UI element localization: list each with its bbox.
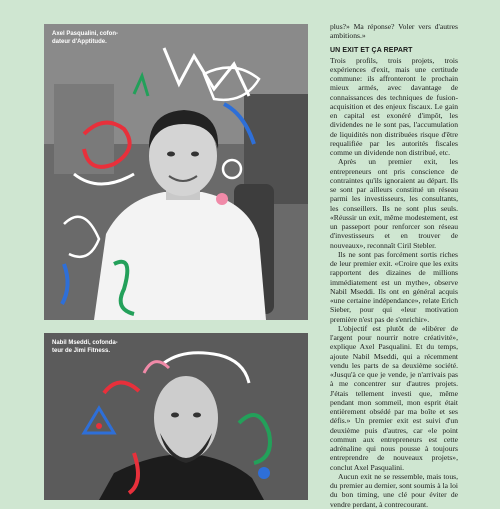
article-paragraph: Aucun exit ne se ressemble, mais tous, du premier au dernier, sont soumis à la loi du bon timing, une clé pour éviter de vendre perdant, à contrecourant.	[330, 471, 458, 509]
portrait-photo-nabil	[44, 333, 308, 500]
portrait-illustration	[44, 333, 308, 500]
article-paragraph: L'objectif est plutôt de «libérer de l'argent pour nourrir notre créativité», explique Axel Pasqualini. Et du temps, ajoute Nabil Mseddi, qui a récemment vendu les parts de sa deuxième société. «Jusqu'à ce que je vende, je n'arrivais pas à me concentrer sur d'autres projets. J'étais tellement investi que, même pendant mon sommeil, mon esprit était entièrement obsédé par ma boîte et ses défis.» Un premier exit est suivi d'un deuxième puis d'autres, car «le point commun aux entrepreneurs est cette adrénaline qui nous pousse à toujours entreprendre de nouveaux projets», conclut Axel Pasqualini.	[330, 323, 458, 472]
portrait-photo-axel	[44, 24, 308, 320]
article-paragraph: Ils ne sont pas forcément sortis riches de leur premier exit. «Croire que les exits rapportent des dizaines de millions immédiatement est un mythe», observe Nabil Mseddi. Ils ont en général acquis «une certaine indépendance», relate Erich Sieber, pour qui «leur motivation première n'est pas de s'enrichir».	[330, 249, 458, 324]
article-paragraph: Après un premier exit, les entrepreneurs ont pris conscience de contraintes qu'ils ignoraient au départ. Ils se sont par ailleurs constitué un réseau parmi les investisseurs, les consultants, les conseillers. Ils ne sont plus seuls. «Réussir un exit, même modestement, est un passeport pour renforcer son réseau d'investisseurs et en trouver de nouveaux», reconnaît Ciril Stebler.	[330, 157, 458, 250]
portrait-illustration	[44, 24, 308, 320]
article-paragraph: Trois profils, trois projets, trois expériences d'exit, mais une certitude commune: ils affronteront le prochain mieux armés, avec davantage de connaissances des techniques de fusion-acquisition et des enjeux fiscaux. Le gain en capital est exonéré d'impôt, les dividendes ne le sont pas, l'accumulation de liquidités non distribuées risque d'être requalifiée par les autorités fiscales comme un dividende non distribué, etc.	[330, 55, 458, 157]
article-subheading: UN EXIT ET ÇA REPART	[330, 46, 413, 54]
article-intro: plus?» Ma réponse? Voler vers d'autres ambitions.»	[330, 22, 458, 41]
photo-caption: Axel Pasqualini, cofon-dateur d'Apptitude.	[52, 31, 119, 45]
article-column	[330, 22, 458, 509]
photo-caption: Nabil Mseddi, cofonda-teur de Jimi Fitness.	[52, 340, 118, 354]
